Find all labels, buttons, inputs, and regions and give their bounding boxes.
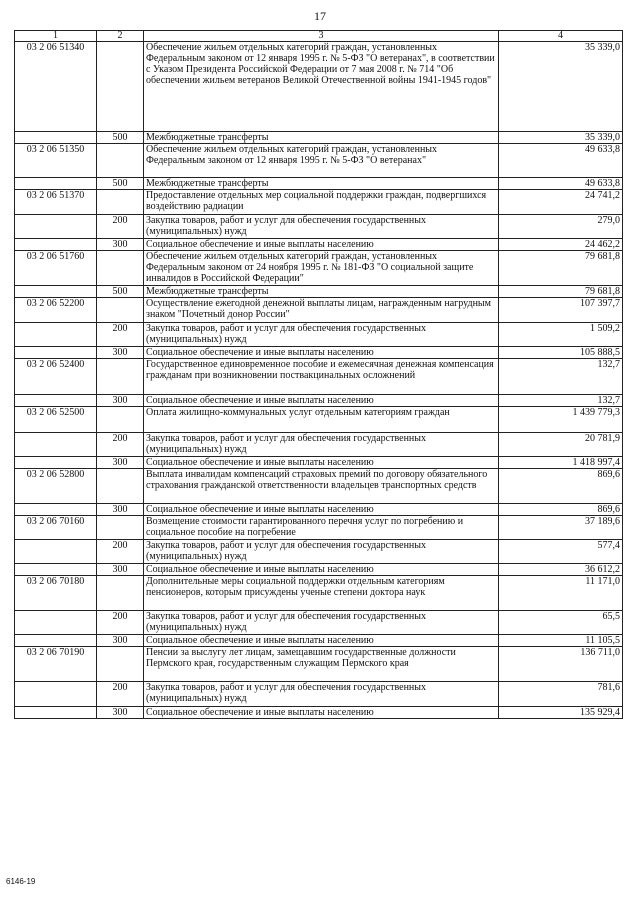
expense-type-cell: 500: [97, 286, 144, 298]
table-row: [15, 190, 623, 215]
expense-type-cell: [97, 298, 144, 323]
target-code-cell: [15, 707, 97, 719]
table-row: [15, 215, 623, 239]
item-name-cell: Выплата инвалидам компенсаций страховых премий по договору обязательного страхования гражданской ответственности владельцев транспортных средств: [144, 469, 499, 504]
expense-type-cell: [97, 647, 144, 682]
expense-type-cell: 200: [97, 215, 144, 239]
amount-cell: 132,7: [499, 359, 623, 395]
item-name-cell: Закупка товаров, работ и услуг для обеспечения государственных (муниципальных) нужд: [144, 433, 499, 457]
amount-cell: 11 171,0: [499, 576, 623, 611]
item-name-cell: Оплата жилищно-коммунальных услуг отдельным категориям граждан: [144, 407, 499, 433]
amount-cell: 869,6: [499, 469, 623, 504]
amount-cell: 11 105,5: [499, 635, 623, 647]
target-code-cell: [15, 215, 97, 239]
expense-type-cell: [97, 359, 144, 395]
table-row: [15, 576, 623, 611]
target-code-cell: [15, 682, 97, 707]
amount-cell: 577,4: [499, 540, 623, 564]
amount-cell: 279,0: [499, 215, 623, 239]
target-code-cell: [15, 457, 97, 469]
table-row: [15, 407, 623, 433]
table-row: [15, 42, 623, 132]
target-code-cell: [15, 239, 97, 251]
item-name-cell: Межбюджетные трансферты: [144, 178, 499, 190]
expense-type-cell: 500: [97, 132, 144, 144]
item-name-cell: Обеспечение жильем отдельных категорий граждан, установленных Федеральным законом от 12 января 1995 г. № 5-ФЗ "О ветеранах", в соответствии с Указом Президента Российской Федерации от 7 мая 2008 г. № 714 "Об обеспечении жильем ветеранов Великой Отечественной войны 1941-1945 годов": [144, 42, 499, 132]
table-row: [15, 178, 623, 190]
expense-type-cell: 200: [97, 433, 144, 457]
target-code-cell: 03 2 06 51760: [15, 251, 97, 286]
item-name-cell: Закупка товаров, работ и услуг для обеспечения государственных (муниципальных) нужд: [144, 215, 499, 239]
expense-type-cell: [97, 469, 144, 504]
item-name-cell: Пенсии за выслугу лет лицам, замещавшим государственные должности Пермского края, государственным служащим Пермского края: [144, 647, 499, 682]
target-code-cell: 03 2 06 52400: [15, 359, 97, 395]
table-row: [15, 469, 623, 504]
item-name-cell: Закупка товаров, работ и услуг для обеспечения государственных (муниципальных) нужд: [144, 323, 499, 347]
target-code-cell: [15, 286, 97, 298]
expense-type-cell: 300: [97, 504, 144, 516]
target-code-cell: [15, 504, 97, 516]
target-code-cell: 03 2 06 51370: [15, 190, 97, 215]
amount-cell: 79 681,8: [499, 251, 623, 286]
amount-cell: 49 633,8: [499, 178, 623, 190]
target-code-cell: [15, 323, 97, 347]
item-name-cell: Межбюджетные трансферты: [144, 286, 499, 298]
expense-type-cell: 300: [97, 707, 144, 719]
expense-type-cell: 200: [97, 611, 144, 635]
amount-cell: 1 418 997,4: [499, 457, 623, 469]
expense-type-cell: 300: [97, 564, 144, 576]
table-row: [15, 635, 623, 647]
target-code-cell: [15, 611, 97, 635]
table-row: [15, 323, 623, 347]
amount-cell: 105 888,5: [499, 347, 623, 359]
expense-type-cell: 300: [97, 239, 144, 251]
target-code-cell: [15, 635, 97, 647]
item-name-cell: Обеспечение жильем отдельных категорий граждан, установленных Федеральным законом от 24 ноября 1995 г. № 181-ФЗ "О социальной защите инвалидов в Российской Федерации": [144, 251, 499, 286]
amount-cell: 132,7: [499, 395, 623, 407]
item-name-cell: Обеспечение жильем отдельных категорий граждан, установленных Федеральным законом от 12 января 1995 г. № 5-ФЗ "О ветеранах": [144, 144, 499, 178]
expense-type-cell: 300: [97, 347, 144, 359]
target-code-cell: 03 2 06 70190: [15, 647, 97, 682]
target-code-cell: [15, 433, 97, 457]
column-header-2: 2: [97, 31, 144, 42]
table-row: [15, 504, 623, 516]
amount-cell: 37 189,6: [499, 516, 623, 540]
amount-cell: 35 339,0: [499, 42, 623, 132]
item-name-cell: Дополнительные меры социальной поддержки отдельным категориям пенсионеров, которым присуждены ученые степени доктора наук: [144, 576, 499, 611]
amount-cell: 24 741,2: [499, 190, 623, 215]
amount-cell: 107 397,7: [499, 298, 623, 323]
expense-type-cell: 500: [97, 178, 144, 190]
column-header-3: 3: [144, 31, 499, 42]
amount-cell: 79 681,8: [499, 286, 623, 298]
table-row: [15, 359, 623, 395]
table-row: [15, 647, 623, 682]
target-code-cell: 03 2 06 51340: [15, 42, 97, 132]
amount-cell: 36 612,2: [499, 564, 623, 576]
table-row: [15, 347, 623, 359]
table-row: [15, 144, 623, 178]
budget-table: [14, 30, 623, 719]
item-name-cell: Возмещение стоимости гарантированного перечня услуг по погребению и социальное пособие на погребение: [144, 516, 499, 540]
table-row: [15, 298, 623, 323]
expense-type-cell: [97, 516, 144, 540]
amount-cell: 24 462,2: [499, 239, 623, 251]
expense-type-cell: 200: [97, 682, 144, 707]
expense-type-cell: 200: [97, 323, 144, 347]
item-name-cell: Социальное обеспечение и иные выплаты населению: [144, 347, 499, 359]
target-code-cell: 03 2 06 52200: [15, 298, 97, 323]
item-name-cell: Государственное единовременное пособие и ежемесячная денежная компенсация гражданам при возникновении поствакцинальных осложнений: [144, 359, 499, 395]
target-code-cell: [15, 132, 97, 144]
expense-type-cell: 300: [97, 395, 144, 407]
item-name-cell: Закупка товаров, работ и услуг для обеспечения государственных (муниципальных) нужд: [144, 540, 499, 564]
table-row: [15, 611, 623, 635]
expense-type-cell: 200: [97, 540, 144, 564]
target-code-cell: 03 2 06 52500: [15, 407, 97, 433]
target-code-cell: 03 2 06 70160: [15, 516, 97, 540]
target-code-cell: [15, 178, 97, 190]
expense-type-cell: [97, 144, 144, 178]
target-code-cell: 03 2 06 70180: [15, 576, 97, 611]
expense-type-cell: [97, 576, 144, 611]
item-name-cell: Социальное обеспечение и иные выплаты населению: [144, 707, 499, 719]
target-code-cell: 03 2 06 51350: [15, 144, 97, 178]
target-code-cell: [15, 347, 97, 359]
table-header-row: [15, 31, 623, 42]
amount-cell: 869,6: [499, 504, 623, 516]
amount-cell: 136 711,0: [499, 647, 623, 682]
item-name-cell: Социальное обеспечение и иные выплаты населению: [144, 239, 499, 251]
expense-type-cell: [97, 407, 144, 433]
table-row: [15, 132, 623, 144]
item-name-cell: Закупка товаров, работ и услуг для обеспечения государственных (муниципальных) нужд: [144, 611, 499, 635]
amount-cell: 49 633,8: [499, 144, 623, 178]
column-header-1: 1: [15, 31, 97, 42]
expense-type-cell: 300: [97, 635, 144, 647]
table-row: [15, 251, 623, 286]
amount-cell: 1 509,2: [499, 323, 623, 347]
amount-cell: 35 339,0: [499, 132, 623, 144]
table-row: [15, 682, 623, 707]
amount-cell: 135 929,4: [499, 707, 623, 719]
table-row: [15, 516, 623, 540]
amount-cell: 20 781,9: [499, 433, 623, 457]
table-row: [15, 540, 623, 564]
item-name-cell: Социальное обеспечение и иные выплаты населению: [144, 564, 499, 576]
table-row: [15, 457, 623, 469]
table-row: [15, 239, 623, 251]
target-code-cell: [15, 395, 97, 407]
item-name-cell: Закупка товаров, работ и услуг для обеспечения государственных (муниципальных) нужд: [144, 682, 499, 707]
table-row: [15, 564, 623, 576]
target-code-cell: 03 2 06 52800: [15, 469, 97, 504]
item-name-cell: Социальное обеспечение и иные выплаты населению: [144, 457, 499, 469]
target-code-cell: [15, 540, 97, 564]
item-name-cell: Социальное обеспечение и иные выплаты населению: [144, 635, 499, 647]
expense-type-cell: [97, 42, 144, 132]
target-code-cell: [15, 564, 97, 576]
expense-type-cell: [97, 190, 144, 215]
amount-cell: 1 439 779,3: [499, 407, 623, 433]
column-header-4: 4: [499, 31, 623, 42]
table-row: [15, 433, 623, 457]
item-name-cell: Межбюджетные трансферты: [144, 132, 499, 144]
expense-type-cell: 300: [97, 457, 144, 469]
item-name-cell: Предоставление отдельных мер социальной поддержки граждан, подвергшихся воздействию радиации: [144, 190, 499, 215]
table-row: [15, 707, 623, 719]
amount-cell: 65,5: [499, 611, 623, 635]
expense-type-cell: [97, 251, 144, 286]
item-name-cell: Социальное обеспечение и иные выплаты населению: [144, 395, 499, 407]
page-number: 17: [314, 9, 326, 23]
document-code: 6146-19: [6, 877, 36, 886]
table-row: [15, 286, 623, 298]
table-row: [15, 395, 623, 407]
item-name-cell: Социальное обеспечение и иные выплаты населению: [144, 504, 499, 516]
amount-cell: 781,6: [499, 682, 623, 707]
item-name-cell: Осуществление ежегодной денежной выплаты лицам, награжденным нагрудным знаком "Почетный донор России": [144, 298, 499, 323]
